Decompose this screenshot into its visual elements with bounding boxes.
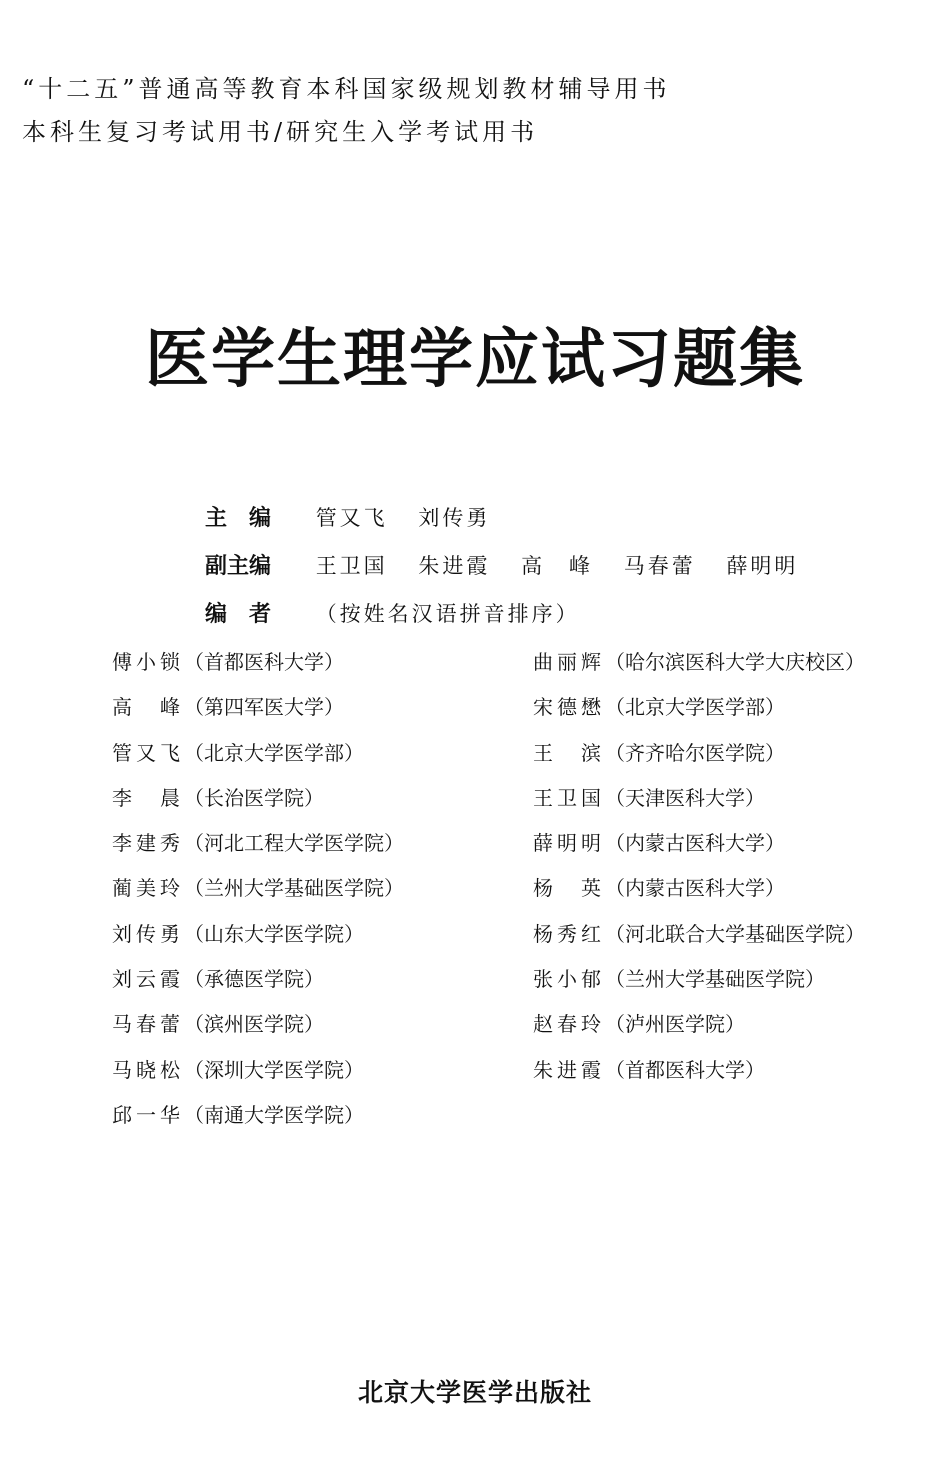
author-name: 张小郁 [533,967,601,992]
author-affiliation: （长治医学院） [184,785,324,810]
book-title: 医学生理学应试习题集 [145,323,805,397]
author-name: 邱一华 [112,1102,180,1127]
author-name: 李建秀 [112,831,180,856]
author-name: 杨 英 [533,876,601,901]
author-name: 李 晨 [112,785,180,810]
authors-label: 编 者 [205,602,272,627]
author-entry [112,738,404,783]
author-entry [112,783,404,828]
author-name: 王 滨 [533,740,601,765]
deputy-editor-label: 副主编 [205,554,272,579]
author-affiliation: （河北联合大学基础医学院） [605,921,865,946]
deputy-editor-name: 朱进霞 [418,554,491,578]
deputy-editors-row [205,550,822,582]
author-entry [533,738,865,783]
deputy-editor-name: 马春蕾 [623,554,696,578]
deputy-editor-name: 高 峰 [521,554,594,578]
author-affiliation: （首都医科大学） [605,1057,765,1082]
author-affiliation: （南通大学医学院） [184,1102,364,1127]
author-affiliation: （河北工程大学医学院） [184,831,404,856]
author-entry [533,964,865,1009]
author-entry [112,828,404,873]
publisher-name: 北京大学医学出版社 [357,1378,592,1407]
author-name: 宋德懋 [533,695,601,720]
author-affiliation: （北京大学医学部） [605,695,785,720]
author-entry [112,647,404,692]
author-entry [533,1055,865,1100]
chief-editor-name: 刘传勇 [418,506,491,530]
author-affiliation: （齐齐哈尔医学院） [605,740,785,765]
author-entry [533,1009,865,1054]
author-entry [112,1009,404,1054]
authors-sort-note: （按姓名汉语拼音排序） [315,602,580,626]
author-name: 蔺美玲 [112,876,180,901]
author-affiliation: （承德医学院） [184,967,324,992]
author-name: 朱进霞 [533,1057,601,1082]
author-affiliation: （第四军医大学） [184,695,344,720]
author-affiliation: （内蒙古医科大学） [605,831,785,856]
author-entry [533,873,865,918]
author-affiliation: （泸州医学院） [605,1012,745,1037]
author-entry [112,873,404,918]
author-name: 刘传勇 [112,921,180,946]
author-name: 赵春玲 [533,1012,601,1037]
author-affiliation: （深圳大学医学院） [184,1057,364,1082]
author-affiliation: （哈尔滨医科大学大庆校区） [605,650,865,674]
chief-editor-name: 管又飞 [315,506,388,530]
author-affiliation: （兰州大学基础医学院） [605,967,825,992]
author-affiliation: （天津医科大学） [605,785,765,810]
author-entry [533,783,865,828]
author-entry [112,919,404,964]
author-name: 曲丽辉 [533,650,601,674]
series-line-2: 本科生复习考试用书/研究生入学考试用书 [22,118,539,146]
author-entry [112,692,404,737]
author-entry [533,919,865,964]
chief-editors-row [205,502,514,534]
author-entry [533,692,865,737]
author-affiliation: （内蒙古医科大学） [605,876,785,901]
author-affiliation: （山东大学医学院） [184,921,364,946]
author-entry [112,1100,404,1145]
author-name: 马晓松 [112,1057,180,1082]
deputy-editor-name: 王卫国 [315,554,388,578]
author-affiliation: （北京大学医学部） [184,740,364,765]
author-entry [533,647,865,692]
author-name: 刘云霞 [112,967,180,992]
authors-list-left [112,647,404,1145]
deputy-editor-name: 薛明明 [726,554,799,578]
author-name: 杨秀红 [533,921,601,946]
author-affiliation: （滨州医学院） [184,1012,324,1037]
author-affiliation: （首都医科大学） [184,650,344,674]
author-name: 管又飞 [112,740,180,765]
author-affiliation: （兰州大学基础医学院） [184,876,404,901]
author-name: 薛明明 [533,831,601,856]
series-line-1: “十二五”普通高等教育本科国家级规划教材辅导用书 [22,75,671,103]
author-name: 马春蕾 [112,1012,180,1037]
author-entry [533,828,865,873]
author-name: 王卫国 [533,785,601,810]
authors-heading-row [205,598,580,630]
author-entry [112,964,404,1009]
authors-list-right [533,647,865,1100]
author-entry [112,1055,404,1100]
chief-editor-label: 主 编 [205,506,272,531]
author-name: 傅小锁 [112,650,180,674]
author-name: 高 峰 [112,695,180,720]
